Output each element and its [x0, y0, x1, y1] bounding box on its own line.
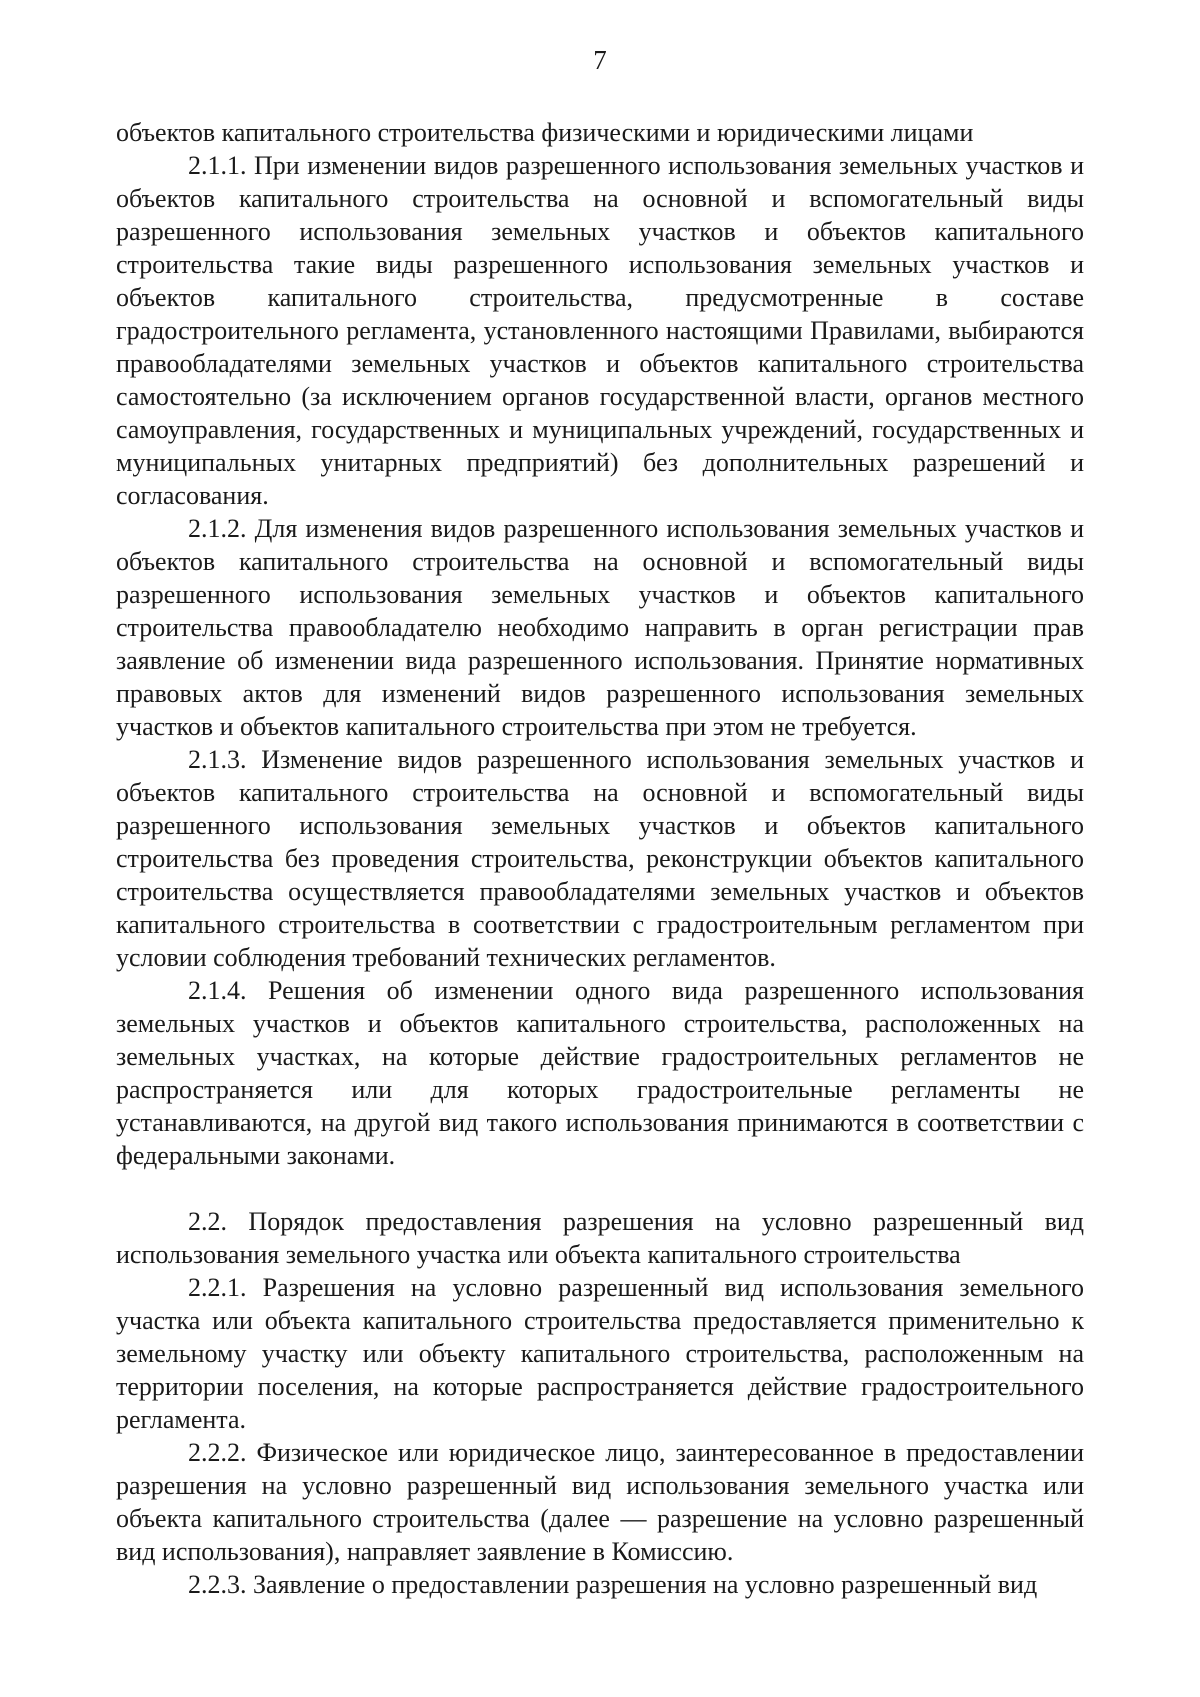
paragraph-2-1-4: 2.1.4. Решения об изменении одного вида разрешенного использования земельных участков и объектов капитального строительства, расположенных на земельных участках, на которые действие градостроительных регламентов не распространяется или для которых градостроительные регламенты не устанавливаются, на другой вид такого использования принимаются в соответствии с федеральными законами.	[116, 976, 1084, 1170]
paragraph-2-1-3: 2.1.3. Изменение видов разрешенного использования земельных участков и объектов капитального строительства на основной и вспомогательный виды разрешенного использования земельных участков и объектов капитального строительства без проведения строительства, реконструкции объектов капитального строительства осуществляется правообладателями земельных участков и объектов капитального строительства в соответствии с градостроительным регламентом при условии соблюдения требований технических регламентов.	[116, 745, 1084, 972]
paragraph-2-1-2: 2.1.2. Для изменения видов разрешенного использования земельных участков и объектов капитального строительства на основной и вспомогательный виды разрешенного использования земельных участков и объектов капитального строительства правообладателю необходимо направить в орган регистрации прав заявление об изменении вида разрешенного использования. Принятие нормативных правовых актов для изменений видов разрешенного использования земельных участков и объектов капитального строительства при этом не требуется.	[116, 514, 1084, 741]
paragraph-2-2-3: 2.2.3. Заявление о предоставлении разрешения на условно разрешенный вид	[188, 1570, 1038, 1599]
section-heading-2-2: 2.2. Порядок предоставления разрешения на условно разрешенный вид использования земельного участка или объекта капитального строительства	[116, 1207, 1084, 1269]
section-spacer	[116, 1172, 1084, 1205]
document-body	[116, 116, 1084, 1601]
paragraph-continuation: объектов капитального строительства физическими и юридическими лицами	[116, 118, 974, 147]
paragraph-2-2-1: 2.2.1. Разрешения на условно разрешенный вид использования земельного участка или объекта капитального строительства предоставляется применительно к земельному участку или объекту капитального строительства, расположенным на территории поселения, на которые распространяется действие градостроительного регламента.	[116, 1273, 1084, 1434]
page-number: 7	[593, 45, 607, 75]
paragraph-2-2-2: 2.2.2. Физическое или юридическое лицо, заинтересованное в предоставлении разрешения на условно разрешенный вид использования земельного участка или объекта капитального строительства (далее — разрешение на условно разрешенный вид использования), направляет заявление в Комиссию.	[116, 1438, 1084, 1566]
paragraph-2-1-1: 2.1.1. При изменении видов разрешенного использования земельных участков и объектов капитального строительства на основной и вспомогательный виды разрешенного использования земельных участков и объектов капитального строительства такие виды разрешенного использования земельных участков и объектов капитального строительства, предусмотренные в составе градостроительного регламента, установленного настоящими Правилами, выбираются правообладателями земельных участков и объектов капитального строительства самостоятельно (за исключением органов государственной власти, органов местного самоуправления, государственных и муниципальных учреждений, государственных и муниципальных унитарных предприятий) без дополнительных разрешений и согласования.	[116, 151, 1084, 510]
